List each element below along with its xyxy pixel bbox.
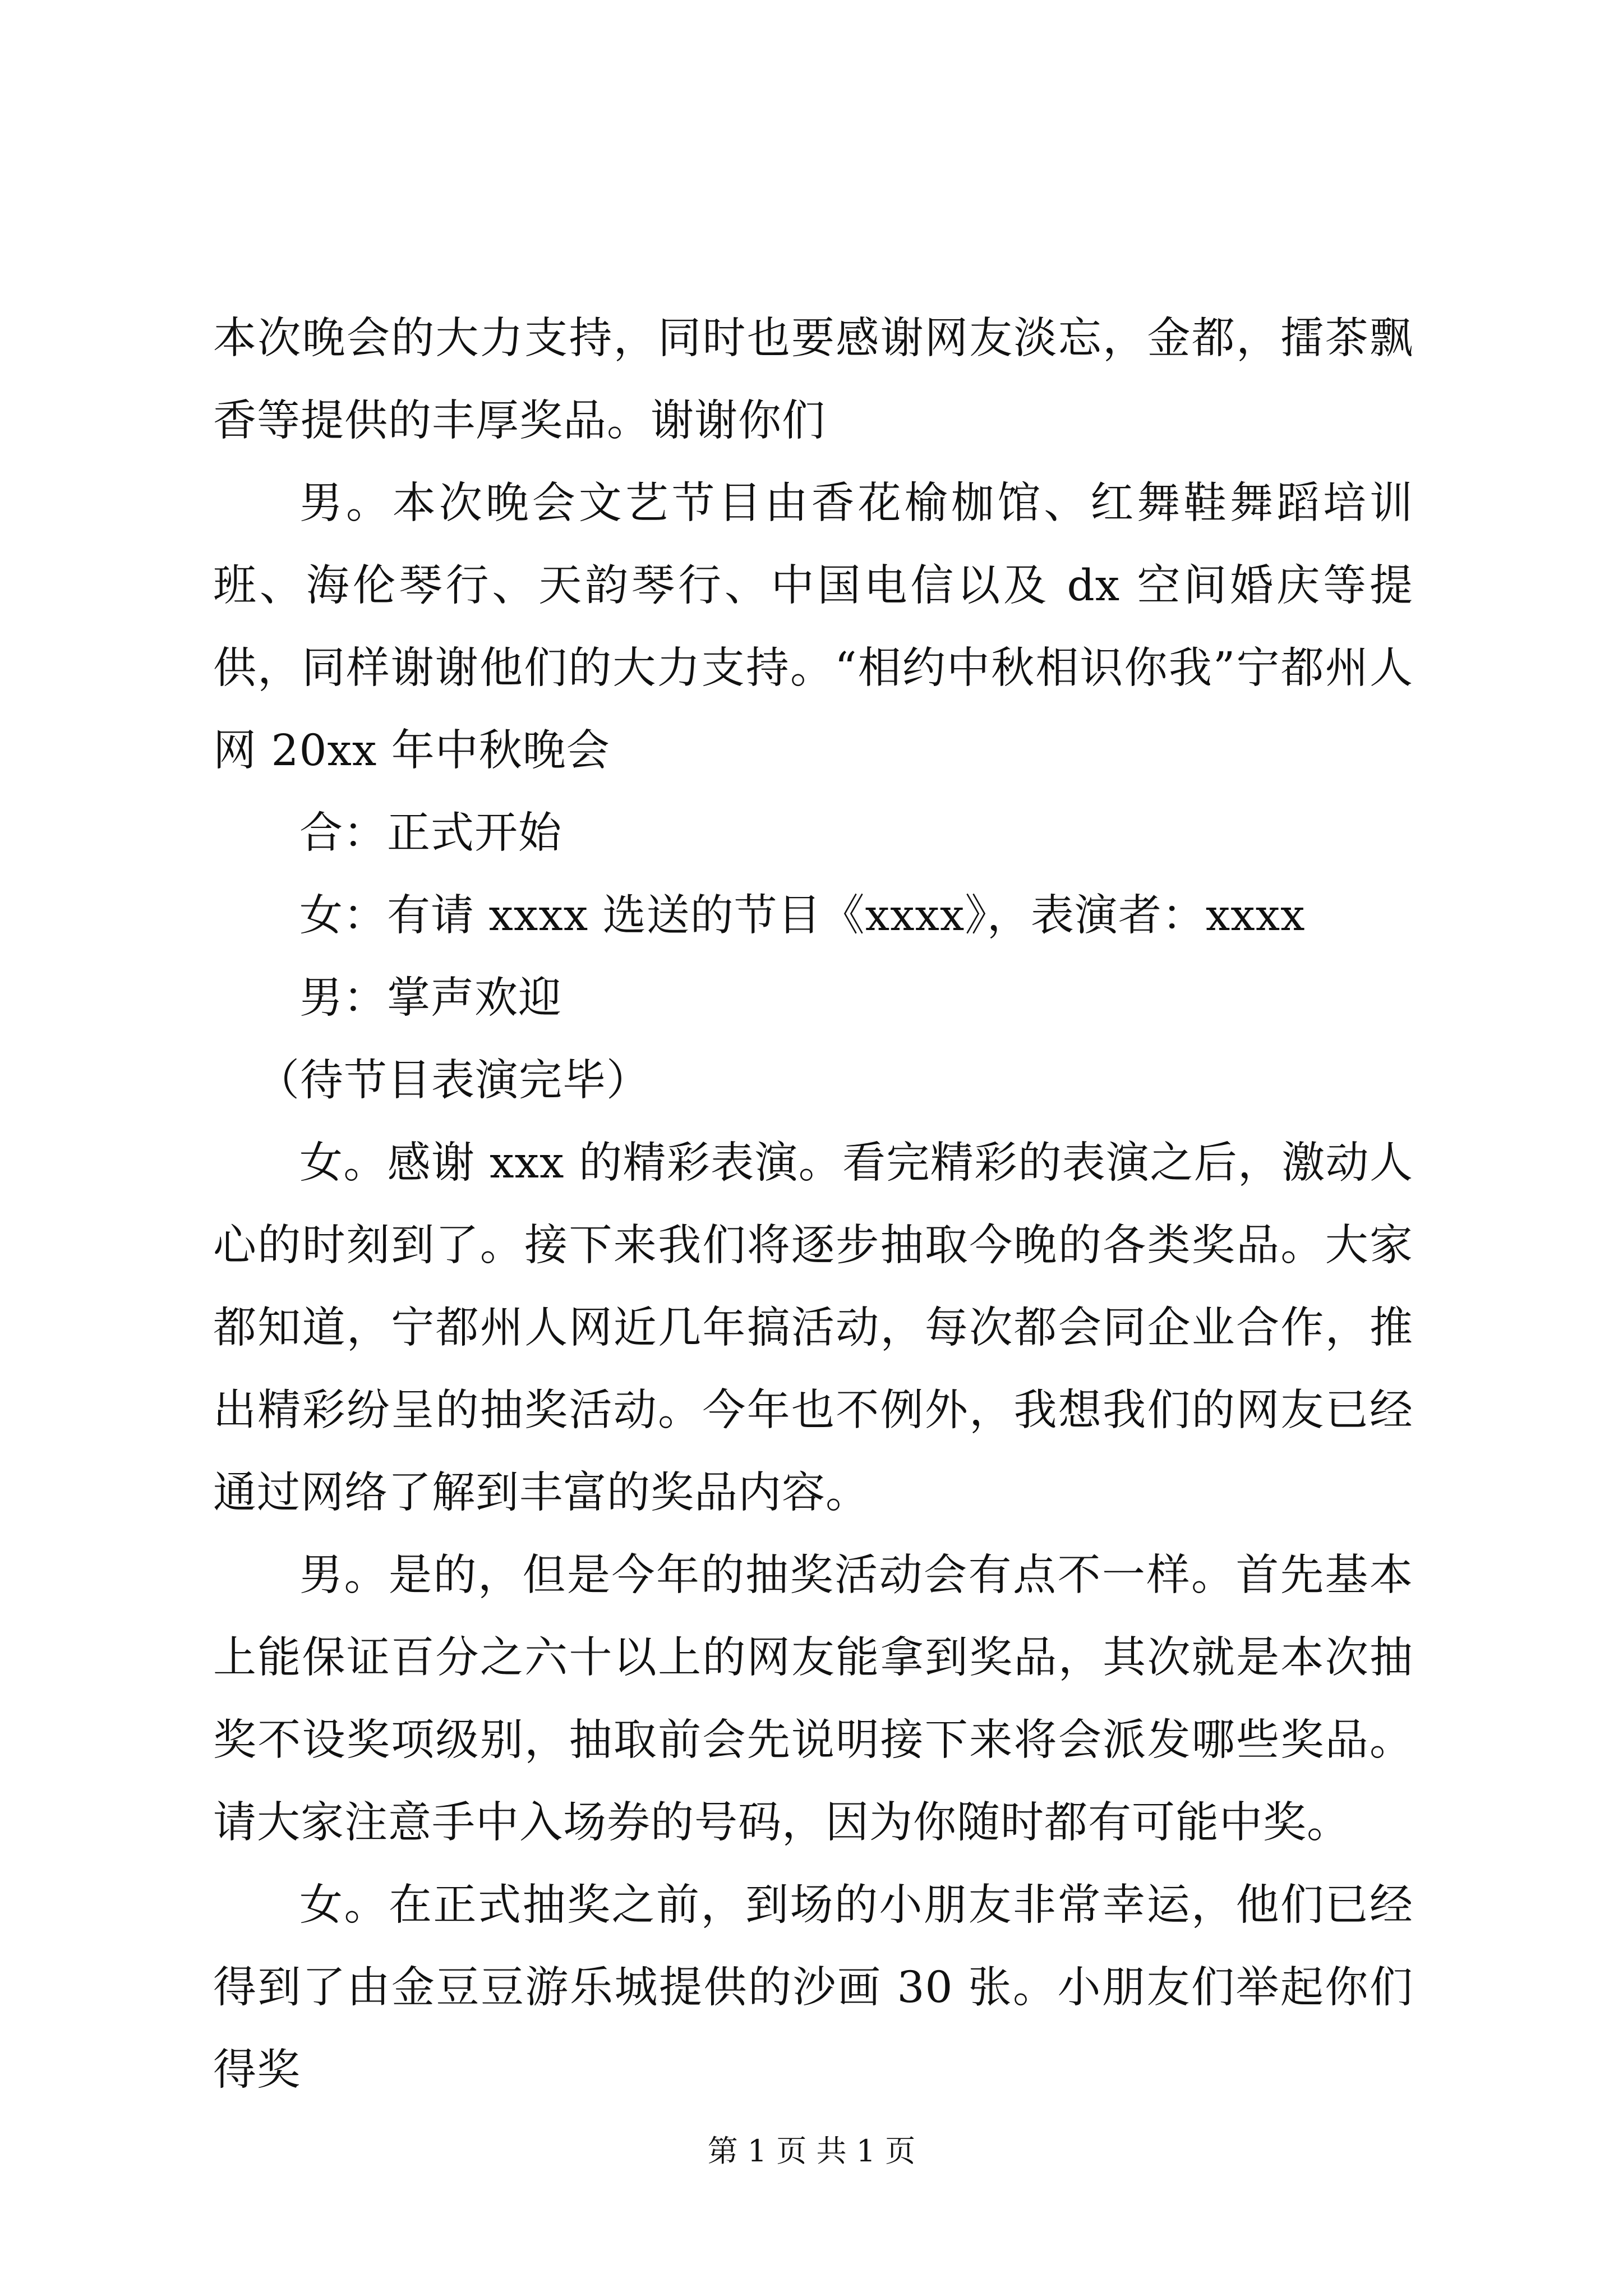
paragraph-6: （待节目表演完毕）	[256, 1056, 650, 1106]
document-body	[213, 297, 1413, 2111]
paragraph-2: 男。本次晚会文艺节目由香花榆枷馆、红舞鞋舞蹈培训班、海伦琴行、天韵琴行、中国电信以及 dx 空间婚庆等提供，同样谢谢他们的大力支持。“相约中秋相识你我”宁都州人网 20xx 年中秋晚会	[213, 478, 1413, 776]
paragraph-7: 女。感谢 xxx 的精彩表演。看完精彩的表演之后，激动人心的时刻到了。接下来我们将逐步抽取今晚的各类奖品。大家都知道，宁都州人网近几年搞活动，每次都会同企业合作，推出精彩纷呈的抽奖活动。今年也不例外，我想我们的网友已经通过网络了解到丰富的奖品内容。	[213, 1138, 1413, 1518]
paragraph-1: 本次晚会的大力支持，同时也要感谢网友淡忘，金都，擂茶飘香等提供的丰厚奖品。谢谢你们	[213, 314, 1413, 446]
page-footer: 第 1 页 共 1 页	[707, 2133, 916, 2169]
paragraph-4: 女：有请 xxxx 选送的节目《xxxx》，表演者：xxxx	[299, 891, 1306, 941]
paragraph-5: 男：掌声欢迎	[299, 973, 562, 1023]
paragraph-9: 女。在正式抽奖之前，到场的小朋友非常幸运，他们已经得到了由金豆豆游乐城提供的沙画 30 张。小朋友们举起你们得奖	[213, 1880, 1413, 2095]
paragraph-3: 合：正式开始	[299, 808, 562, 858]
paragraph-8: 男。是的，但是今年的抽奖活动会有点不一样。首先基本上能保证百分之六十以上的网友能拿到奖品，其次就是本次抽奖不设奖项级别，抽取前会先说明接下来将会派发哪些奖品。请大家注意手中入场券的号码，因为你随时都有可能中奖。	[213, 1550, 1413, 1848]
